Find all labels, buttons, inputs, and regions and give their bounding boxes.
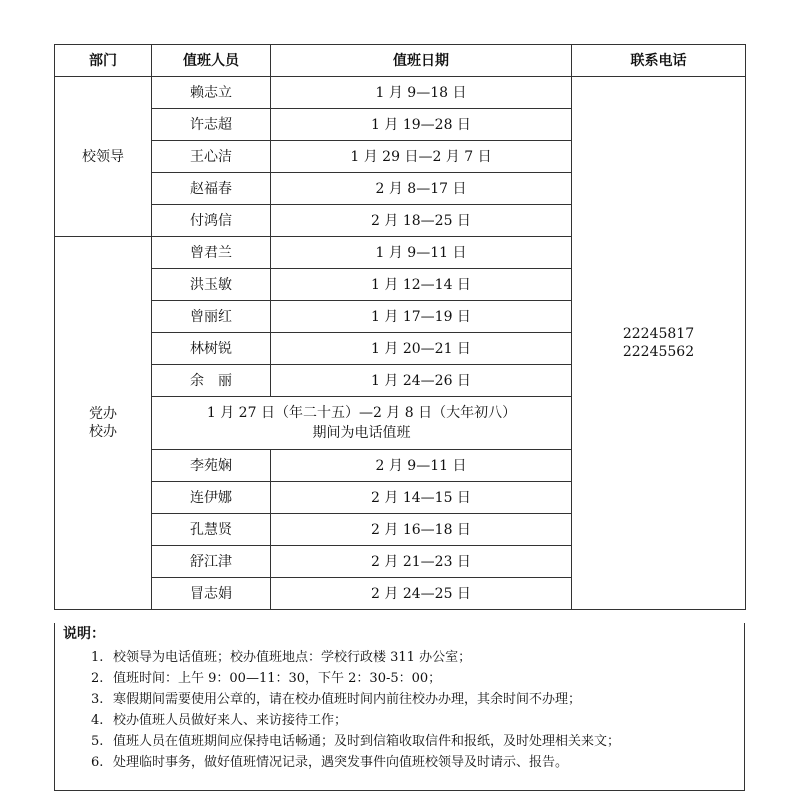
staff-name: 舒江津 [152,546,271,578]
staff-name: 洪玉敏 [152,269,271,301]
duty-dates: 1 月 24—26 日 [271,365,572,397]
staff-name: 曾君兰 [152,237,271,269]
duty-dates: 1 月 17—19 日 [271,301,572,333]
note-item [91,710,744,731]
staff-name: 王心洁 [152,141,271,173]
staff-name: 连伊娜 [152,482,271,514]
duty-dates: 2 月 9—11 日 [271,450,572,482]
note-text: 寒假期间需要使用公章的，请在校办值班时间内前往校办办理，其余时间不办理； [113,692,582,707]
staff-name: 林树锐 [152,333,271,365]
phone-cell [572,77,746,610]
phone-number-2: 22245562 [622,344,695,360]
table-row [55,77,746,109]
notes-section [54,623,745,791]
duty-dates: 1 月 29 日—2 月 7 日 [271,141,572,173]
note-number: 2. [91,671,104,686]
notes-list [55,647,744,773]
header-dates: 值班日期 [271,45,572,77]
duty-dates: 1 月 9—18 日 [271,77,572,109]
staff-name: 赵福春 [152,173,271,205]
note-item [91,731,744,752]
note-number: 4. [91,713,104,728]
staff-name: 许志超 [152,109,271,141]
note-number: 5. [91,734,104,749]
staff-name: 余 丽 [152,365,271,397]
staff-name: 付鸿信 [152,205,271,237]
department-line-2: 校办 [89,424,117,440]
staff-name: 李苑娴 [152,450,271,482]
note-text: 校领导为电话值班；校办值班地点：学校行政楼 311 办公室； [113,650,472,665]
header-phone: 联系电话 [572,45,746,77]
note-item [91,668,744,689]
phone-duty-period-line-1: 1 月 27 日（年二十五）—2 月 8 日（大年初八） [206,405,517,421]
header-row [55,45,746,77]
duty-table [54,44,746,610]
duty-schedule-sheet [54,44,745,791]
duty-dates: 2 月 24—25 日 [271,578,572,610]
note-item [91,752,744,773]
note-item [91,689,744,710]
duty-dates: 2 月 8—17 日 [271,173,572,205]
department-line-1: 党办 [89,406,117,422]
note-text: 值班人员在值班期间应保持电话畅通；及时到信箱收取信件和报纸，及时处理相关来文； [113,734,621,749]
duty-dates: 1 月 9—11 日 [271,237,572,269]
duty-dates: 2 月 14—15 日 [271,482,572,514]
phone-number-1: 22245817 [622,326,695,342]
duty-dates: 2 月 16—18 日 [271,514,572,546]
staff-name: 曾丽红 [152,301,271,333]
note-number: 6. [91,755,104,770]
phone-duty-period-line-2: 期间为电话值班 [312,425,411,441]
duty-dates: 1 月 19—28 日 [271,109,572,141]
staff-name: 孔慧贤 [152,514,271,546]
duty-dates: 1 月 12—14 日 [271,269,572,301]
note-text: 校办值班人员做好来人、来访接待工作； [113,713,348,728]
staff-name: 赖志立 [152,77,271,109]
duty-dates: 2 月 18—25 日 [271,205,572,237]
duty-dates: 2 月 21—23 日 [271,546,572,578]
note-number: 3. [91,692,104,707]
note-number: 1. [91,650,104,665]
staff-name: 冒志娟 [152,578,271,610]
header-department: 部门 [55,45,152,77]
phone-duty-period [152,397,572,450]
note-text: 处理临时事务，做好值班情况记录，遇突发事件向值班校领导及时请示、报告。 [113,755,569,770]
header-staff: 值班人员 [152,45,271,77]
notes-title: 说明： [63,626,105,642]
duty-dates: 1 月 20—21 日 [271,333,572,365]
department-cell-leaders: 校领导 [55,77,152,237]
note-text: 值班时间：上午 9：00—11：30，下午 2：30-5：00； [113,671,442,686]
department-cell-office [55,237,152,610]
note-item [91,647,744,668]
